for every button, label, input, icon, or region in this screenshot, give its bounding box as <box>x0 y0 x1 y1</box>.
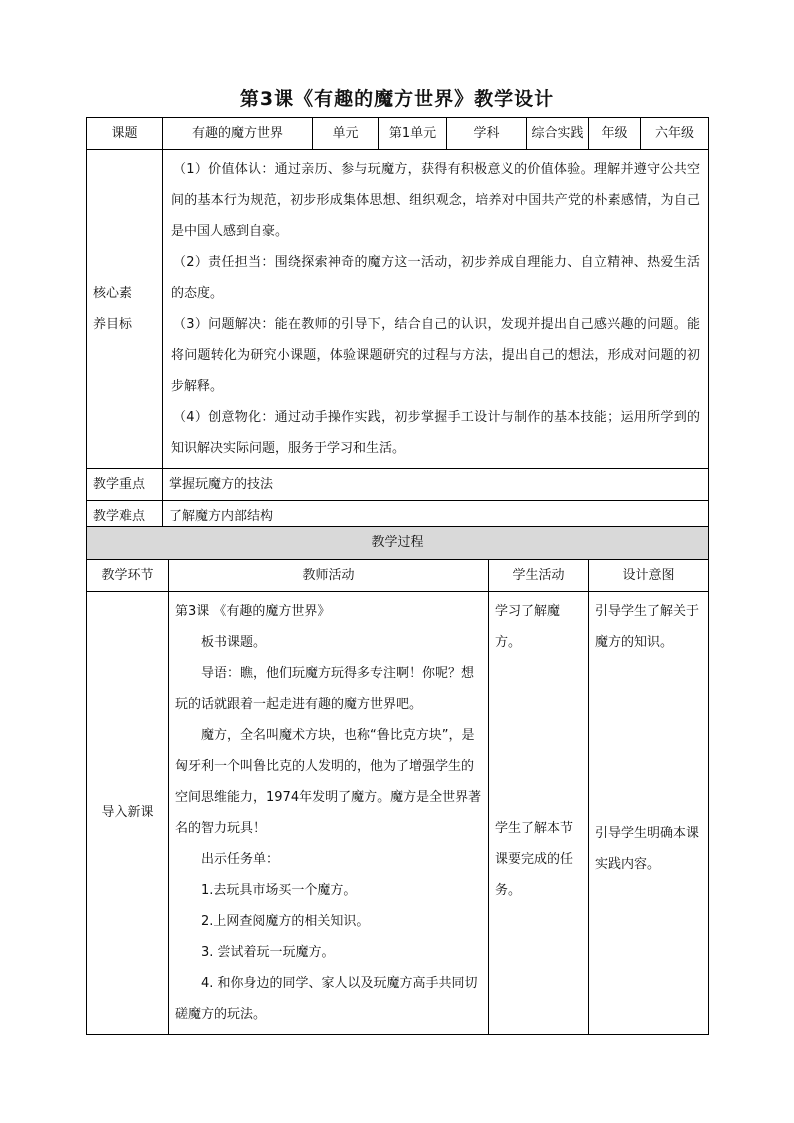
teacher-activity <box>169 592 489 1035</box>
goal-item: （1）价值体认：通过亲历、参与玩魔方，获得有积极意义的价值体验。理解并遵守公共空间的基本行为规范，初步形成集体思想、组织观念，培养对中国共产党的朴素感情，为自己是中国人感到自豪。 <box>171 162 700 239</box>
col-student-header: 学生活动 <box>489 560 589 592</box>
teacher-line: 导语：瞧，他们玩魔方玩得多专注啊！你呢？想玩的话就跟着一起走进有趣的魔方世界吧。 <box>175 666 475 712</box>
design-intent <box>589 592 709 1035</box>
design-intent-2: 引导学生明确本课实践内容。 <box>595 826 700 872</box>
teacher-line: 3. 尝试着玩一玩魔方。 <box>201 945 335 960</box>
spacer <box>495 658 582 813</box>
goals-label-line2: 养目标 <box>93 317 133 332</box>
subject-value: 综合实践 <box>527 118 589 150</box>
process-heading: 教学过程 <box>87 527 709 560</box>
difficult-point-label: 教学难点 <box>87 501 163 533</box>
unit-value: 第1单元 <box>379 118 447 150</box>
student-activity <box>489 592 589 1035</box>
teacher-line: 1.去玩具市场买一个魔方。 <box>201 883 357 898</box>
stage-cell: 导入新课 <box>87 592 169 1035</box>
document-title: 第3课《有趣的魔方世界》教学设计 <box>239 88 555 110</box>
goals-label-line1: 核心素 <box>93 286 133 301</box>
spacer <box>595 658 702 818</box>
goal-item: （3）问题解决：能在教师的引导下，结合自己的认识，发现并提出自己感兴趣的问题。能将问题转化为研究小课题，体验课题研究的过程与方法，提出自己的想法，形成对问题的初步解释。 <box>171 317 700 394</box>
student-activity-2: 学生了解本节课要完成的任务。 <box>495 821 574 898</box>
col-teacher-header: 教师活动 <box>169 560 489 592</box>
key-point-label: 教学重点 <box>87 469 163 501</box>
goals-label <box>87 150 163 469</box>
goal-item: （2）责任担当：围绕探索神奇的魔方这一活动，初步养成自理能力、自立精神、热爱生活的态度。 <box>171 255 700 301</box>
teacher-line: 2.上网查阅魔方的相关知识。 <box>201 914 370 929</box>
difficult-point-value: 了解魔方内部结构 <box>163 501 709 533</box>
key-point-value: 掌握玩魔方的技法 <box>163 469 709 501</box>
grade-label: 年级 <box>589 118 641 150</box>
goals-content <box>163 150 709 469</box>
design-intent-1: 引导学生了解关于魔方的知识。 <box>595 604 700 650</box>
lesson-value: 有趣的魔方世界 <box>163 118 313 150</box>
col-stage-header: 教学环节 <box>87 560 169 592</box>
teacher-line: 板书课题。 <box>201 635 267 650</box>
teacher-line: 4. 和你身边的同学、家人以及玩魔方高手共同切磋魔方的玩法。 <box>175 976 478 1022</box>
teacher-line: 魔方，全名叫魔术方块，也称“鲁比克方块”，是匈牙利一个叫鲁比克的人发明的，他为了增强学生的空间思维能力，1974年发明了魔方。魔方是全世界著名的智力玩具！ <box>175 728 482 836</box>
student-activity-1: 学习了解魔方。 <box>495 604 561 650</box>
col-intent-header: 设计意图 <box>589 560 709 592</box>
lesson-info-table <box>86 117 709 533</box>
subject-label: 学科 <box>447 118 527 150</box>
teacher-line: 第3课 《有趣的魔方世界》 <box>175 604 331 619</box>
grade-value: 六年级 <box>641 118 709 150</box>
teacher-line: 出示任务单： <box>201 852 280 867</box>
goal-item: （4）创意物化：通过动手操作实践，初步掌握手工设计与制作的基本技能；运用所学到的知识解决实际问题，服务于学习和生活。 <box>171 410 700 456</box>
lesson-label: 课题 <box>87 118 163 150</box>
teaching-process-table <box>86 526 709 1035</box>
unit-label: 单元 <box>313 118 379 150</box>
